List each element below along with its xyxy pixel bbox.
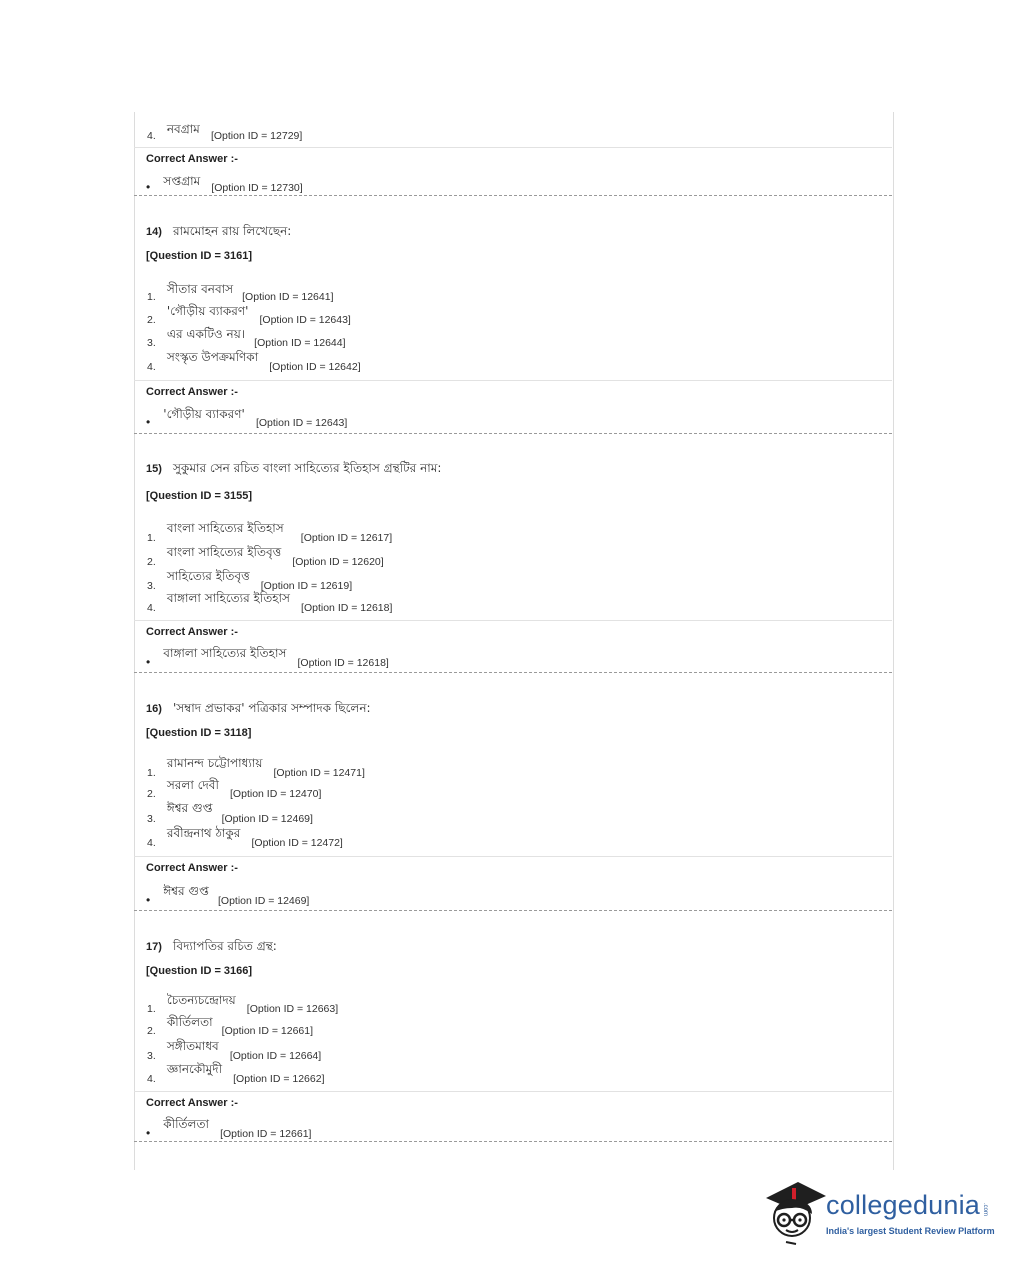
- option-3: $_{3.}$ এর একটিও নয়। $_{[Option ID = 12644]}$: [147, 327, 346, 349]
- question-16-heading: 16) 'সম্বাদ প্রভাকর' পত্রিকার সম্পাদক ছিলেন:: [146, 701, 371, 715]
- question-separator: [134, 433, 892, 434]
- option-4: $_{4.}$ সংস্কৃত উপক্রমণিকা $_{[Option ID = 12642]}$: [147, 350, 361, 373]
- option-text: নবগ্রাম: [166, 122, 200, 136]
- correct-answer-label: Correct Answer :-: [146, 386, 238, 398]
- divider: [134, 856, 892, 857]
- divider: [134, 147, 892, 148]
- question-id: [Question ID = 3166]: [146, 965, 253, 977]
- correct-answer: $_•$ ঈশ্বর গুপ্ত $_{[Option ID = 12469]}$: [146, 884, 310, 907]
- correct-answer-label: Correct Answer :-: [146, 862, 238, 874]
- option-2: $_{2.}$ সরলা দেবী $_{[Option ID = 12470]}$: [147, 778, 322, 800]
- answer-text: সপ্তগ্রাম: [163, 174, 201, 188]
- question-separator: [134, 195, 892, 196]
- correct-answer: $_•$ 'গৌড়ীয় ব্যাকরণ' $_{[Option ID = 12643]}$: [146, 407, 348, 429]
- option-1: $_{1.}$ সীতার বনবাস $_{[Option ID = 12641]}$: [147, 282, 334, 303]
- question-id: [Question ID = 3155]: [146, 490, 253, 502]
- option-4: $_{4.}$ রবীন্দ্রনাথ ঠাকুর $_{[Option ID = 12472]}$: [147, 826, 343, 849]
- option-2: $_{2.}$ 'গৌড়ীয় ব্যাকরণ' $_{[Option ID = 12643]}$: [147, 304, 351, 326]
- option-3: $_{3.}$ সাহিত্যের ইতিবৃত্ত $_{[Option ID = 12619]}$: [147, 569, 353, 592]
- divider: [134, 380, 892, 381]
- correct-answer: $_•$ কীর্তিলতা $_{[Option ID = 12661]}$: [146, 1117, 312, 1140]
- logo-tagline: India's largest Student Review Platform: [826, 1226, 995, 1236]
- question-14-heading: 14) রামমোহন রায় লিখেছেন:: [146, 224, 292, 238]
- logo-wordmark: collegedunia: [826, 1190, 981, 1220]
- question-id: [Question ID = 3118]: [146, 727, 252, 739]
- question-text: বিদ্যাপতির রচিত গ্রন্থ:: [173, 939, 277, 953]
- question-text: সুকুমার সেন রচিত বাংলা সাহিত্যের ইতিহাস গ্রন্থটির নাম:: [173, 461, 442, 475]
- correct-answer-label: Correct Answer :-: [146, 153, 238, 165]
- question-15-heading: 15) সুকুমার সেন রচিত বাংলা সাহিত্যের ইতিহাস গ্রন্থটির নাম:: [146, 461, 442, 475]
- correct-answer-label: Correct Answer :-: [146, 626, 238, 638]
- option-id: [Option ID = 12729]: [210, 130, 303, 142]
- option-1: $_{1.}$ রামানন্দ চট্টোপাধ্যায় $_{[Option ID = 12471]}$: [147, 756, 365, 779]
- option-1: $_{1.}$ বাংলা সাহিত্যের ইতিহাস $_{[Option ID = 12617]}$: [147, 521, 393, 544]
- option-4: $_{4.}$ জ্ঞানকৌমুদী $_{[Option ID = 12662]}$: [147, 1062, 325, 1085]
- question-17-heading: 17) বিদ্যাপতির রচিত গ্রন্থ:: [146, 939, 277, 953]
- option-2: $_{2.}$ বাংলা সাহিত্যের ইতিবৃত্ত $_{[Option ID = 12620]}$: [147, 545, 384, 568]
- question-separator: [134, 672, 892, 673]
- question-id: [Question ID = 3161]: [146, 250, 253, 262]
- question-separator: [134, 1141, 892, 1142]
- option-1: $_{1.}$ চৈতন্যচন্দ্রোদয় $_{[Option ID = 12663]}$: [147, 993, 339, 1015]
- correct-answer: $_•$ সপ্তগ্রাম $_{[Option ID = 12730]}$: [146, 174, 303, 194]
- correct-answer: $_•$ বাঙ্গালা সাহিত্যের ইতিহাস $_{[Option ID = 12618]}$: [146, 646, 389, 669]
- option-4: $_{4.}$ বাঙ্গালা সাহিত্যের ইতিহাস $_{[Option ID = 12618]}$: [147, 591, 393, 614]
- answer-option-id: [Option ID = 12730]: [211, 182, 303, 194]
- correct-answer-label: Correct Answer :-: [146, 1097, 238, 1109]
- option-2: $_{2.}$ কীর্তিলতা $_{[Option ID = 12661]}$: [147, 1015, 314, 1037]
- option-3: $_{3.}$ সঙ্গীতমাধব $_{[Option ID = 12664]}$: [147, 1039, 322, 1062]
- question-separator: [134, 910, 892, 911]
- top-option: $_{4.}$ নবগ্রাম $_{[Option ID = 12729]}$: [147, 122, 303, 142]
- option-3: $_{3.}$ ঈশ্বর গুপ্ত $_{[Option ID = 12469]}$: [147, 801, 313, 825]
- logo-domain: .com: [982, 1203, 988, 1217]
- divider: [134, 1091, 892, 1092]
- question-text: 'সম্বাদ প্রভাকর' পত্রিকার সম্পাদক ছিলেন:: [173, 701, 371, 715]
- question-text: রামমোহন রায় লিখেছেন:: [173, 224, 292, 238]
- divider: [134, 620, 892, 621]
